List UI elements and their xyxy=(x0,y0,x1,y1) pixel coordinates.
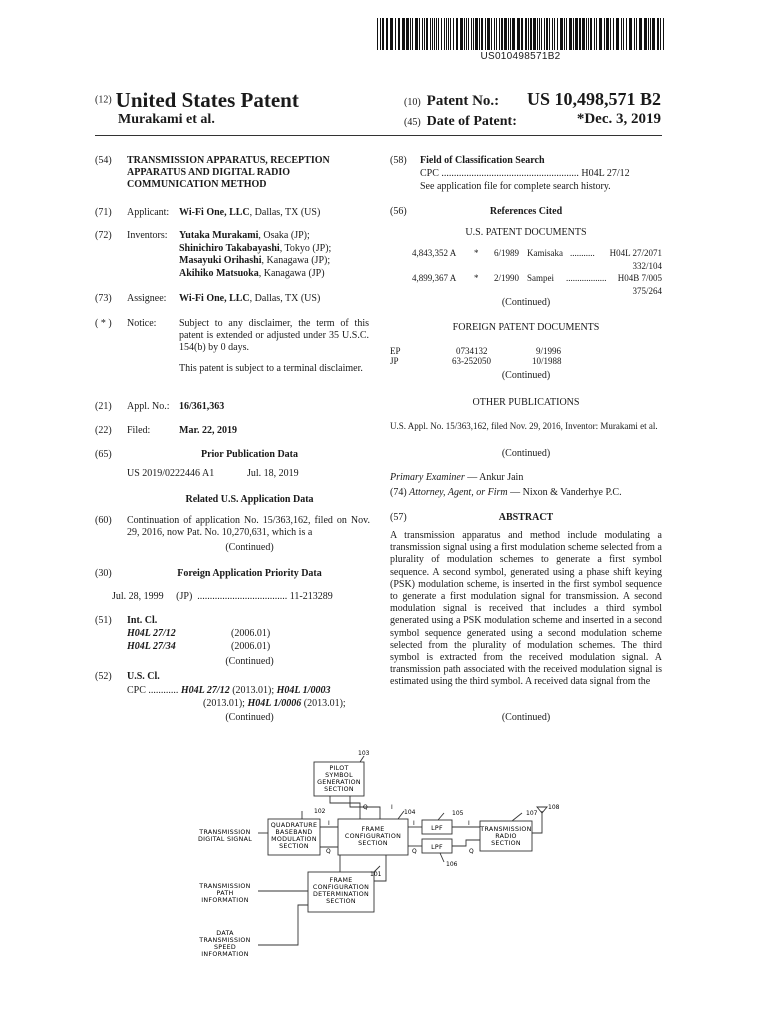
foreign-code: (30) xyxy=(95,568,112,579)
refs-code: (56) xyxy=(390,206,407,217)
diagram-number: 104 xyxy=(404,809,416,816)
foreign-dots: .................................... xyxy=(197,591,288,602)
barcode-bar xyxy=(487,18,490,50)
barcode-bar xyxy=(466,18,467,50)
patent-no: US 10,498,571 B2 xyxy=(526,89,661,109)
us-doc-class2: 332/104 xyxy=(632,261,662,271)
cpc-line-2 xyxy=(203,698,346,710)
barcode-bar xyxy=(430,18,431,50)
barcode-bar xyxy=(610,18,611,50)
pilot-label: SECTION xyxy=(324,786,354,793)
barcode-bar xyxy=(446,18,447,50)
patent-date: *Dec. 3, 2019 xyxy=(576,111,661,127)
barcode-bar xyxy=(621,18,622,50)
diagram-number: 108 xyxy=(548,804,560,811)
us-doc-star: * xyxy=(474,248,479,258)
barcode-bar xyxy=(648,18,649,50)
barcode-bar xyxy=(460,18,463,50)
barcode-bar xyxy=(436,18,437,50)
barcode-bar xyxy=(575,18,578,50)
pilot-label: GENERATION xyxy=(317,779,361,786)
barcode-bar xyxy=(508,18,509,50)
barcode-bar xyxy=(499,18,500,50)
cpc-class-a: H04L 27/12 xyxy=(180,685,230,696)
appl-no: 16/361,363 xyxy=(179,401,225,412)
barcode-bar xyxy=(606,18,609,50)
barcode-bar xyxy=(412,18,413,50)
input-label: TRANSMISSION xyxy=(199,937,251,944)
us-doc-date: 6/1989 xyxy=(494,248,520,258)
intcl-version: (2006.01) xyxy=(231,641,271,652)
input-label: TRANSMISSION xyxy=(199,883,251,890)
intcl-label: Int. Cl. xyxy=(127,615,158,626)
barcode-bar xyxy=(453,18,454,50)
barcode-bar xyxy=(494,18,495,50)
inventor-entry xyxy=(179,255,331,268)
doc-type-line xyxy=(95,88,299,113)
barcode-bar xyxy=(652,18,655,50)
field-note: See application file for complete search history. xyxy=(420,181,611,192)
barcode-bar xyxy=(537,18,538,50)
radio-label: SECTION xyxy=(491,840,521,847)
det-label: FRAME xyxy=(329,877,353,884)
barcode-bar xyxy=(441,18,442,50)
barcode-bar xyxy=(402,18,405,50)
barcode-bar xyxy=(660,18,661,50)
filed-date: Mar. 22, 2019 xyxy=(179,425,237,436)
signal-label: I xyxy=(413,820,415,827)
barcode-bar xyxy=(512,18,515,50)
related-heading: Related U.S. Application Data xyxy=(185,494,314,505)
cont-continued: (Continued) xyxy=(225,542,274,553)
block-diagram xyxy=(190,745,570,970)
intcl-code: (51) xyxy=(95,615,112,626)
field-cpc-row xyxy=(420,168,662,180)
det-label: SECTION xyxy=(326,898,356,905)
barcode-bar xyxy=(546,18,548,50)
filed-code: (22) xyxy=(95,425,112,436)
pilot-label: PILOT xyxy=(329,765,349,772)
us-doc-date: 2/1990 xyxy=(494,273,520,283)
quad-label: BASEBAND xyxy=(275,829,313,836)
attorney-code: (74) xyxy=(390,487,407,498)
applicant-code: (71) xyxy=(95,207,112,218)
barcode-bar xyxy=(594,18,595,50)
attorney-label: Attorney, Agent, or Firm xyxy=(409,487,508,498)
barcode-bar xyxy=(554,18,555,50)
assignee-location: , Dallas, TX (US) xyxy=(249,293,321,304)
field-heading: Field of Classification Search xyxy=(420,155,545,166)
barcode-bar xyxy=(479,18,480,50)
foreign-country: (JP) xyxy=(176,591,193,602)
applicant-name: Wi-Fi One, LLC xyxy=(179,207,250,218)
barcode-bar xyxy=(415,18,418,50)
signal-label: I xyxy=(328,820,330,827)
cpc-ver-c: (2013.01); xyxy=(203,698,248,709)
barcode-bar xyxy=(475,18,478,50)
pilot-label: SYMBOL xyxy=(325,772,353,779)
barcode-bar xyxy=(582,18,585,50)
cpc-class-c: H04L 1/0006 xyxy=(247,698,302,709)
inventor-name: Akihiko Matsuoka xyxy=(179,267,259,279)
barcode-bar xyxy=(468,18,469,50)
barcode-bar xyxy=(434,18,435,50)
inventor-entry xyxy=(179,268,331,281)
inventor-name: Yutaka Murakami xyxy=(179,230,259,241)
barcode-bar xyxy=(424,18,425,50)
barcode-bar xyxy=(557,18,558,50)
radio-label: RADIO xyxy=(495,833,517,840)
barcode-bar xyxy=(464,18,465,50)
barcode-bar xyxy=(599,18,602,50)
barcode-bar xyxy=(639,18,642,50)
barcode-bar xyxy=(419,18,420,50)
header-rule xyxy=(95,135,662,136)
foreign-priority-row xyxy=(112,591,370,603)
inventor-location: , Osaka (JP); xyxy=(258,230,310,241)
examiner-line xyxy=(390,472,523,484)
radio-label: TRANSMISSION xyxy=(480,826,532,833)
signal-label: Q xyxy=(326,848,331,855)
notice-text: Subject to any disclaimer, the term of this patent is extended or adjusted under 35 U.S.C. 154(b) by 0 days. xyxy=(179,318,369,353)
refs-heading: References Cited xyxy=(489,206,563,217)
cpc-line-1 xyxy=(127,685,372,697)
barcode-bar xyxy=(444,18,445,50)
quad-label: QUADRATURE xyxy=(270,822,318,829)
uscl-label: U.S. Cl. xyxy=(127,671,160,682)
foreign-doc-no: 0734132 xyxy=(456,346,488,356)
barcode-bar xyxy=(590,18,592,50)
date-label: Date of Patent: xyxy=(426,114,517,129)
us-doc-dots: .................. xyxy=(566,273,607,283)
abstract-code: (57) xyxy=(390,512,407,523)
title-code: (54) xyxy=(95,155,112,166)
notice-label: Notice: xyxy=(127,318,157,329)
other-continued: (Continued) xyxy=(501,448,551,459)
input-label: SPEED xyxy=(213,944,237,951)
foreign-heading: Foreign Application Priority Data xyxy=(177,568,322,579)
attorney-line xyxy=(390,487,622,499)
barcode-bar xyxy=(579,18,581,50)
barcode-bar xyxy=(510,18,511,50)
barcode-bar xyxy=(596,18,597,50)
us-doc-no: 4,843,352 A xyxy=(412,248,457,258)
barcode-bar xyxy=(377,18,378,50)
lpf-label: LPF xyxy=(431,825,443,832)
prior-code: (65) xyxy=(95,449,112,460)
cpc-class-b: H04L 1/0003 xyxy=(276,685,331,696)
assignee-label: Assignee: xyxy=(127,293,167,304)
notice-terminal: This patent is subject to a terminal disclaimer. xyxy=(179,363,363,374)
inventor-location: , Kanagawa (JP) xyxy=(258,267,325,279)
signal-label: Q xyxy=(363,804,368,811)
frame-label: FRAME xyxy=(361,826,385,833)
filed-label: Filed: xyxy=(127,425,151,436)
foreign-doc-no: 63-252050 xyxy=(452,356,491,366)
cpc-dots: ............ xyxy=(148,685,179,696)
intcl-version: (2006.01) xyxy=(231,628,271,639)
barcode-bar xyxy=(623,18,624,50)
barcode-bar xyxy=(552,18,553,50)
attorney-name: — Nixon & Vanderhye P.C. xyxy=(507,487,622,498)
inventor-location: , Tokyo (JP); xyxy=(279,242,332,254)
input-label: PATH xyxy=(216,890,234,897)
inventor-name: Shinichiro Takabayashi xyxy=(179,242,280,254)
code-12: (12) xyxy=(95,94,112,106)
inventor-name: Masayuki Orihashi xyxy=(179,255,262,266)
us-doc-class: H04L 27/2071 xyxy=(609,248,662,258)
barcode-bar xyxy=(604,18,605,50)
det-label: DETERMINATION xyxy=(312,891,370,898)
barcode-bar xyxy=(586,18,587,50)
abstract-continued: (Continued) xyxy=(501,712,551,723)
us-doc-name: Sampei xyxy=(527,273,554,283)
foreign-doc-country: JP xyxy=(390,356,399,366)
notice-code: ( * ) xyxy=(95,318,112,329)
lpf-label: LPF xyxy=(431,844,443,851)
foreign-no: 11-213289 xyxy=(289,591,333,602)
code-45: (45) xyxy=(404,117,421,128)
barcode-bar xyxy=(382,18,384,50)
signal-label: Q xyxy=(469,848,474,855)
us-doc-class2: 375/264 xyxy=(632,286,662,296)
inventor-location: , Kanagawa (JP); xyxy=(261,255,331,266)
us-doc-no: 4,899,367 A xyxy=(412,273,457,283)
code-10: (10) xyxy=(404,97,421,108)
barcode-bar xyxy=(410,18,411,50)
diagram-number: 107 xyxy=(526,810,538,817)
inventors-list xyxy=(179,230,331,280)
quad-label: SECTION xyxy=(279,843,309,850)
barcode-bar xyxy=(432,18,433,50)
barcode-bar xyxy=(501,18,503,50)
diagram-number: 105 xyxy=(452,810,464,817)
barcode-bar xyxy=(613,18,614,50)
barcode-bar xyxy=(456,18,458,50)
assignee-name: Wi-Fi One, LLC xyxy=(179,293,250,304)
applicant-location: , Dallas, TX (US) xyxy=(249,207,321,218)
barcode-number: US010498571B2 xyxy=(480,51,561,62)
input-label: INFORMATION xyxy=(201,951,249,958)
diagram-number: 106 xyxy=(446,861,458,868)
us-doc-class: H04B 7/005 xyxy=(617,273,662,283)
inventor-entry xyxy=(179,243,331,256)
patent-no-label: Patent No.: xyxy=(426,93,500,109)
cont-text: Continuation of application No. 15/363,162, filed on Nov. 29, 2016, now Pat. No. 10,270,631, which is a xyxy=(127,515,370,538)
barcode-bar xyxy=(573,18,574,50)
barcode-bar xyxy=(588,18,589,50)
date-line xyxy=(404,112,517,130)
barcode-bar xyxy=(616,18,619,50)
abstract-heading: ABSTRACT xyxy=(498,512,554,523)
barcode-bar xyxy=(386,18,388,50)
barcode-bar xyxy=(650,18,651,50)
field-class: H04L 27/12 xyxy=(581,168,630,179)
inventors-label: Inventors: xyxy=(127,230,168,241)
barcode-bar xyxy=(406,18,409,50)
cont-code: (60) xyxy=(95,515,112,526)
inventor-entry xyxy=(179,230,331,243)
uscl-code: (52) xyxy=(95,671,112,682)
barcode-bar xyxy=(564,18,565,50)
appl-label: Appl. No.: xyxy=(127,401,170,412)
barcode-bar xyxy=(657,18,659,50)
assignee xyxy=(179,293,320,305)
us-doc-name: Kamisaka xyxy=(527,248,563,258)
barcode-bar xyxy=(438,18,439,50)
abstract-text: A transmission apparatus and method include modulating a transmission signal using a first modulation scheme selected from a plurality of modulation schemes to generate a first symbol sequence. A second symbol, generated using a phase shift keying (PSK) modulation scheme, is inserted in the first symbol sequence to generate a first modulation signal for transmission. A second modulation signal is received that includes a third symbol generated using a PSK modulation scheme and inserted in a second symbol sequence generated using a second modulation scheme selected from the plurality of modulation schemes. The third symbol is extracted from the received modulation signal. A transmission path associated with the received modulation signal is estimated using the third symbol. A received data signal from the xyxy=(390,530,662,688)
frame-label: SECTION xyxy=(358,840,388,847)
field-dots: ....................................................... xyxy=(441,168,579,179)
applicant xyxy=(179,207,320,219)
barcode-bar xyxy=(504,18,507,50)
signal-label: Q xyxy=(412,848,417,855)
input-label: DATA xyxy=(216,930,234,937)
other-text: U.S. Appl. No. 15/363,162, filed Nov. 29, 2016, Inventor: Murakami et al. xyxy=(390,421,658,431)
diagram-number: 102 xyxy=(314,808,326,815)
other-heading: OTHER PUBLICATIONS xyxy=(472,397,580,408)
examiner-label: Primary Examiner xyxy=(390,472,465,483)
foreign-date: Jul. 28, 1999 xyxy=(112,591,164,602)
barcode-bar xyxy=(485,18,486,50)
barcode-bar xyxy=(636,18,637,50)
inventors-short: Murakami et al. xyxy=(118,112,215,127)
intcl-class: H04L 27/12 xyxy=(127,628,176,639)
barcode-bar xyxy=(422,18,423,50)
foreign-doc-country: EP xyxy=(390,346,401,356)
cpc-ver-a: (2013.01); xyxy=(229,685,277,696)
doc-type: United States Patent xyxy=(115,88,299,112)
barcode-bar xyxy=(629,18,632,50)
barcode-bar xyxy=(541,18,542,50)
input-label: TRANSMISSION xyxy=(199,829,251,836)
barcode-bar xyxy=(539,18,540,50)
barcode-bar xyxy=(560,18,563,50)
barcode-bar xyxy=(569,18,572,50)
foreign-doc-date: 9/1996 xyxy=(536,346,562,356)
barcode-bar xyxy=(626,18,627,50)
barcode-bar xyxy=(528,18,529,50)
foreign-doc-date: 10/1988 xyxy=(532,356,562,366)
det-label: CONFIGURATION xyxy=(312,884,370,891)
intcl-class: H04L 27/34 xyxy=(127,641,176,652)
barcode-bar xyxy=(517,18,520,50)
barcode-bar xyxy=(426,18,428,50)
barcode-bar xyxy=(491,18,492,50)
patent-no-line xyxy=(404,92,499,110)
quad-label: MODULATION xyxy=(271,836,317,843)
applicant-label: Applicant: xyxy=(127,207,170,218)
barcode xyxy=(377,18,664,50)
barcode-bar xyxy=(549,18,550,50)
us-doc-star: * xyxy=(474,273,479,283)
input-label: INFORMATION xyxy=(201,897,249,904)
barcode-bar xyxy=(448,18,449,50)
frame-label: CONFIGURATION xyxy=(344,833,402,840)
barcode-bar xyxy=(471,18,472,50)
prior-heading: Prior Publication Data xyxy=(200,449,299,460)
input-label: DIGITAL SIGNAL xyxy=(197,836,253,843)
barcode-bar xyxy=(533,18,536,50)
patent-title: TRANSMISSION APPARATUS, RECEPTION APPARATUS AND DIGITAL RADIO COMMUNICATION METHOD xyxy=(127,155,330,190)
foreign-docs-heading: FOREIGN PATENT DOCUMENTS xyxy=(452,322,600,333)
barcode-bar xyxy=(473,18,474,50)
examiner-name: — Ankur Jain xyxy=(464,472,524,483)
cpc-ver-d: (2013.01); xyxy=(301,698,346,709)
barcode-bar xyxy=(644,18,647,50)
intcl-continued: (Continued) xyxy=(225,656,274,667)
signal-label: I xyxy=(391,804,393,811)
prior-pub-date: Jul. 18, 2019 xyxy=(247,468,299,479)
barcode-bar xyxy=(634,18,635,50)
barcode-bar xyxy=(566,18,567,50)
diagram-number: 101 xyxy=(370,871,382,878)
barcode-bar xyxy=(663,18,664,50)
barcode-bar xyxy=(525,18,527,50)
us-doc-dots: ........... xyxy=(570,248,595,258)
diagram-number: 103 xyxy=(358,750,370,757)
barcode-bar xyxy=(395,18,396,50)
barcode-bar xyxy=(398,18,400,50)
barcode-bar xyxy=(530,18,532,50)
barcode-bar xyxy=(544,18,545,50)
barcode-bar xyxy=(390,18,393,50)
uscl-continued: (Continued) xyxy=(225,712,274,723)
barcode-bar xyxy=(380,18,381,50)
foreign-continued: (Continued) xyxy=(501,370,551,381)
cpc-label: CPC xyxy=(127,685,146,696)
signal-label: I xyxy=(468,820,470,827)
barcode-bar xyxy=(521,18,523,50)
prior-pub: US 2019/0222446 A1 xyxy=(127,468,215,479)
us-continued: (Continued) xyxy=(501,297,551,308)
assignee-code: (73) xyxy=(95,293,112,304)
field-cpc-label: CPC xyxy=(420,168,439,179)
appl-code: (21) xyxy=(95,401,112,412)
us-docs-heading: U.S. PATENT DOCUMENTS xyxy=(465,227,587,238)
barcode-bar xyxy=(450,18,451,50)
barcode-bar xyxy=(481,18,483,50)
inventors-code: (72) xyxy=(95,230,112,241)
barcode-bar xyxy=(496,18,497,50)
field-code: (58) xyxy=(390,155,407,166)
